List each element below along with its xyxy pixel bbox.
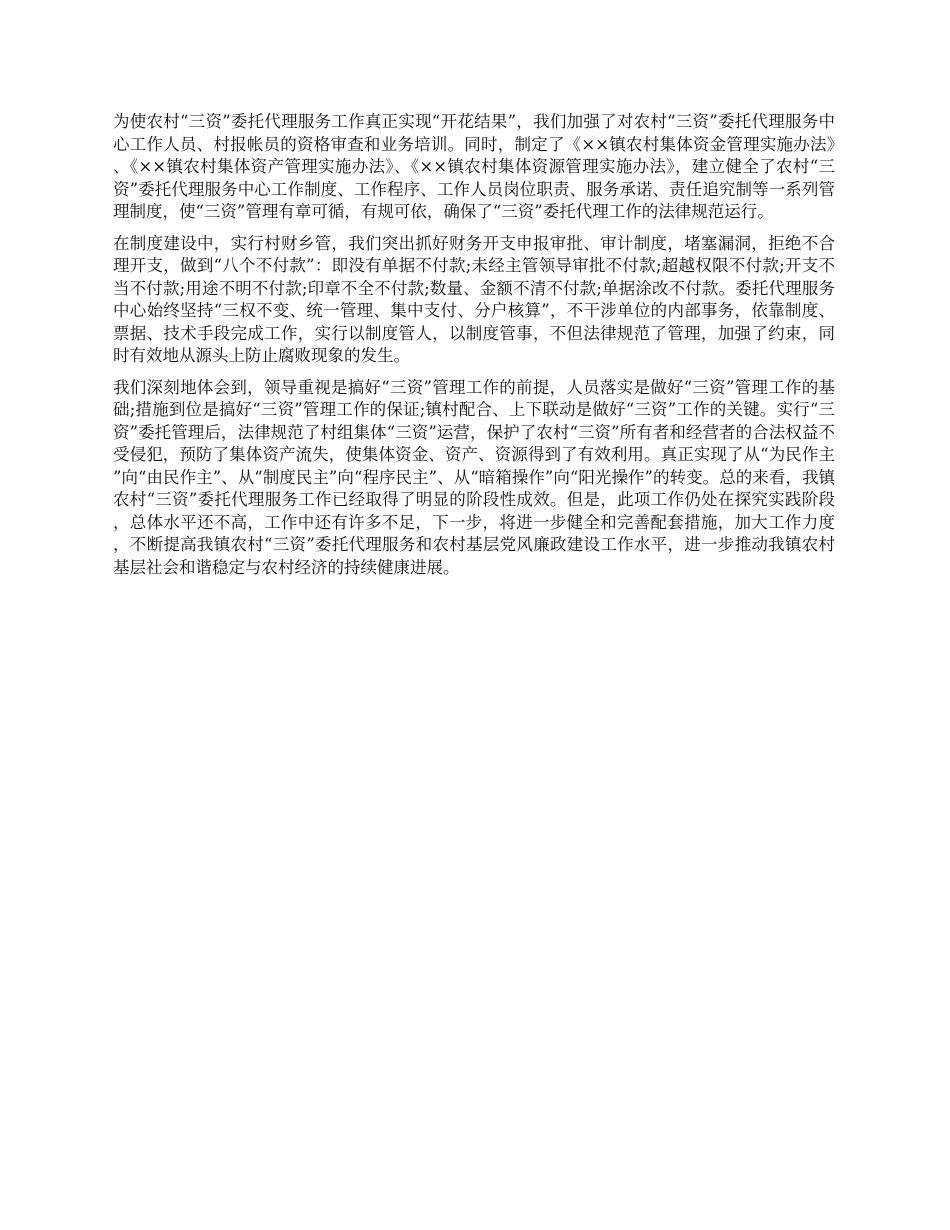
paragraph-3: 我们深刻地体会到，领导重视是搞好“三资”管理工作的前提，人员落实是做好“三资”管理工作的基础;措施到位是搞好“三资”管理工作的保证;镇村配合、上下联动是做好“三资”工作的关键。实行“三资”委托管理后，法律规范了村组集体“三资”运营，保护了农村“三资”所有者和经营者的合法权益不受侵犯，预防了集体资产流失，使集体资金、资产、资源得到了有效利用。真正实现了从“为民作主”向“由民作主”、从“制度民主”向“程序民主”、从“暗箱操作”向“阳光操作”的转变。总的来看，我镇农村“三资”委托代理服务工作已经取得了明显的阶段性成效。但是，此项工作仍处在探究实践阶段，总体水平还不高，工作中还有许多不足，下一步，将进一步健全和完善配套措施，加大工作力度，不断提高我镇农村“三资”委托代理服务和农村基层党风廉政建设工作水平，进一步推动我镇农村基层社会和谐稳定与农村经济的持续健康进展。 (113, 377, 835, 577)
document-body (113, 111, 835, 588)
paragraph-2: 在制度建设中，实行村财乡管，我们突出抓好财务开支申报审批、审计制度，堵塞漏洞，拒绝不合理开支，做到“八个不付款”：即没有单据不付款;未经主管领导审批不付款;超越权限不付款;开支不当不付款;用途不明不付款;印章不全不付款;数量、金额不清不付款;单据涂改不付款。委托代理服务中心始终坚持“三权不变、统一管理、集中支付、分户核算”，不干涉单位的内部事务，依靠制度、票据、技术手段完成工作，实行以制度管人，以制度管事，不但法律规范了管理，加强了约束，同时有效地从源头上防止腐败现象的发生。 (113, 233, 835, 365)
paragraph-1: 为使农村“三资”委托代理服务工作真正实现“开花结果”，我们加强了对农村“三资”委托代理服务中心工作人员、村报帐员的资格审查和业务培训。同时，制定了《××镇农村集体资金管理实施办法》、《××镇农村集体资产管理实施办法》、《××镇农村集体资源管理实施办法》，建立健全了农村“三资”委托代理服务中心工作制度、工作程序、工作人员岗位职责、服务承诺、责任追究制等一系列管理制度，使“三资”管理有章可循，有规可依，确保了“三资”委托代理工作的法律规范运行。 (113, 112, 835, 221)
